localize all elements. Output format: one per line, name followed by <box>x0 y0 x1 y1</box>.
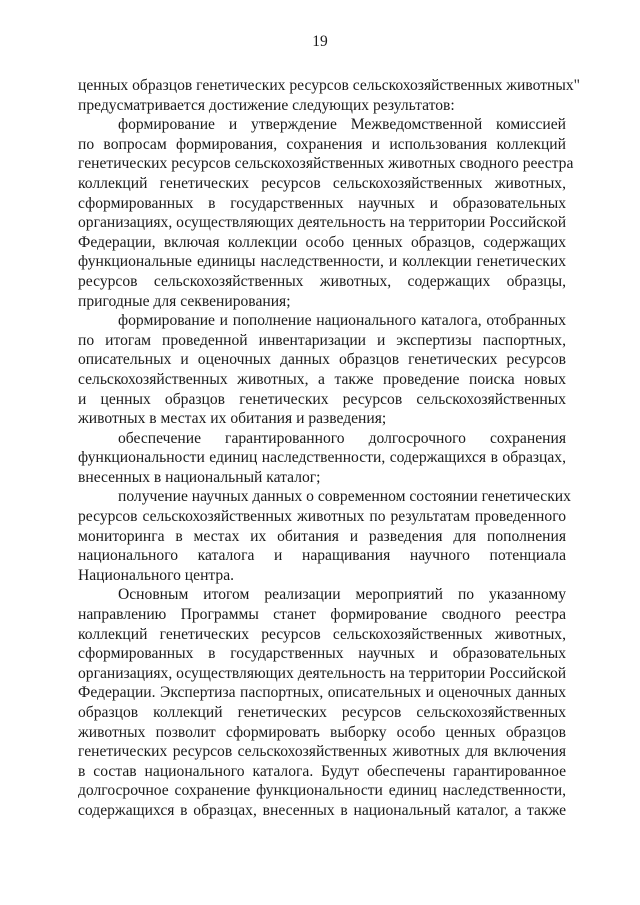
text-line: содержащихся в образцах, внесенных в национальный каталог, а также <box>78 801 566 819</box>
text-line: и ценных образцов генетических ресурсов сельскохозяйственных <box>78 390 566 408</box>
text-line: по вопросам формирования, сохранения и использования коллекций <box>78 135 566 153</box>
text-line: Национального центра. <box>78 566 235 584</box>
document-body <box>78 76 581 821</box>
text-line: Федерации, включая коллекции особо ценных образцов, содержащих <box>78 233 566 251</box>
text-line: ресурсов сельскохозяйственных животных по результатам проведенного <box>78 508 566 526</box>
paragraph <box>78 311 566 429</box>
text-line: получение научных данных о современном состоянии генетических <box>118 488 571 506</box>
paragraph <box>78 429 566 488</box>
text-line: генетических ресурсов сельскохозяйственных животных для включения <box>78 743 566 761</box>
text-line: организациях, осуществляющих деятельность на территории Российской <box>78 664 567 682</box>
paragraph <box>78 487 571 585</box>
paragraph <box>78 115 574 311</box>
text-line: Федерации. Экспертиза паспортных, описательных и оценочных данных <box>78 684 566 702</box>
text-line: коллекций генетических ресурсов сельскохозяйственных животных, <box>78 625 566 643</box>
page-number: 19 <box>312 33 328 50</box>
text-line: обеспечение гарантированного долгосрочного сохранения <box>118 429 566 447</box>
text-line: сельскохозяйственных животных, а также проведение поиска новых <box>78 370 566 388</box>
text-line: формирование и утверждение Межведомственной комиссией <box>118 116 566 134</box>
text-line: функциональности единиц наследственности, содержащихся в образцах, <box>78 449 566 467</box>
text-line: предусматривается достижение следующих результатов: <box>78 96 455 114</box>
text-line: направлению Программы станет формирование сводного реестра <box>78 606 566 624</box>
paragraph <box>78 76 581 115</box>
text-line: формирование и пополнение национального каталога, отобранных <box>118 312 566 330</box>
text-line: функциональные единицы наследственности, и коллекции генетических <box>78 253 566 271</box>
text-line: коллекций генетических ресурсов сельскохозяйственных животных, <box>78 174 566 192</box>
text-line: описательных и оценочных данных образцов генетических ресурсов <box>78 351 566 369</box>
text-line: мониторинга в местах их обитания и разведения для пополнения <box>78 527 566 545</box>
paragraph <box>78 585 566 820</box>
text-line: национального каталога и наращивания научного потенциала <box>78 547 566 565</box>
text-line: пригодные для секвенирования; <box>78 292 291 310</box>
text-line: генетических ресурсов сельскохозяйственных животных сводного реестра <box>78 155 574 173</box>
text-line: в состав национального каталога. Будут обеспечены гарантированное <box>78 762 566 780</box>
text-line: образцов коллекций генетических ресурсов сельскохозяйственных <box>78 704 566 721</box>
text-line: внесенных в национальный каталог; <box>78 468 321 486</box>
text-line: сформированных в государственных научных и образовательных <box>78 194 566 212</box>
text-line: сформированных в государственных научных и образовательных <box>78 645 566 663</box>
text-line: животных позволит сформировать выборку особо ценных образцов <box>78 723 566 741</box>
text-line: по итогам проведенной инвентаризации и экспертизы паспортных, <box>78 331 566 349</box>
text-line: ресурсов сельскохозяйственных животных, содержащих образцы, <box>78 272 566 290</box>
text-line: организациях, осуществляющих деятельность на территории Российской <box>78 214 567 232</box>
text-line: долгосрочное сохранение функциональности единиц наследственности, <box>78 782 566 800</box>
text-line: животных в местах их обитания и разведения; <box>78 410 387 428</box>
text-line: ценных образцов генетических ресурсов сельскохозяйственных животных" <box>78 77 581 94</box>
text-line: Основным итогом реализации мероприятий по указанному <box>118 586 566 604</box>
